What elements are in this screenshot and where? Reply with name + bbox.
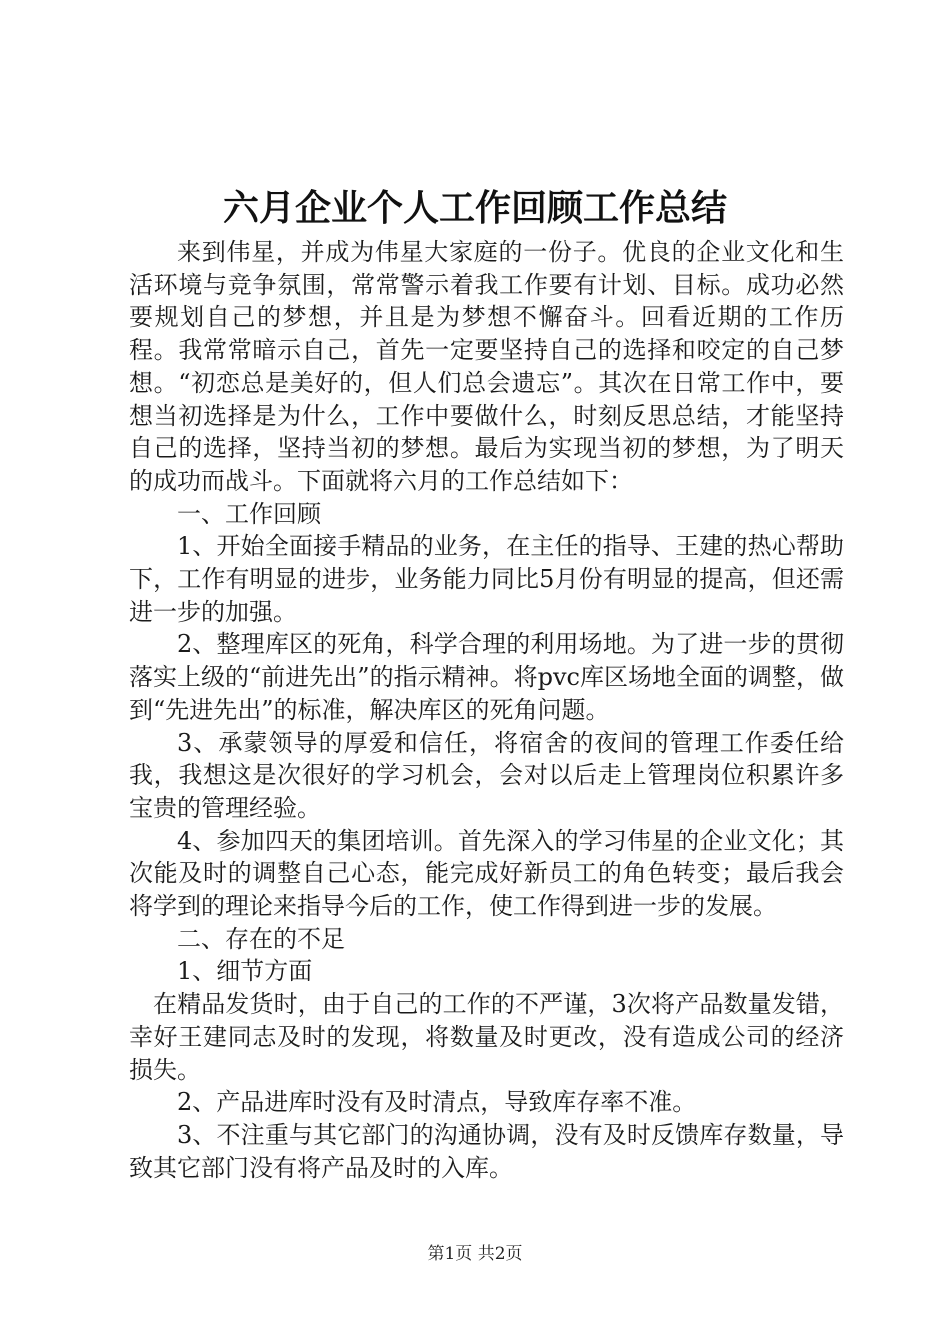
paragraph-review-item-3: 3、承蒙领导的厚爱和信任，将宿舍的夜间的管理工作委任给我，我想这是次很好的学习机会，会对以后走上管理岗位积累许多宝贵的管理经验。 bbox=[129, 728, 844, 822]
paragraph-details: 在精品发货时，由于自己的工作的不严谨，3次将产品数量发错，幸好王建同志及时的发现，将数量及时更改，没有造成公司的经济损失。 bbox=[129, 990, 844, 1084]
section-heading-shortcomings: 二、存在的不足 bbox=[177, 924, 345, 953]
section-heading-work-review: 一、工作回顾 bbox=[177, 499, 321, 528]
paragraph-review-item-2: 2、整理库区的死角，科学合理的利用场地。为了进一步的贯彻落实上级的“前进先出”的指示精神。将pvc库区场地全面的调整，做到“先进先出”的标准，解决库区的死角问题。 bbox=[129, 630, 844, 724]
paragraph-shortcoming-item-2: 2、产品进库时没有及时清点，导致库存率不准。 bbox=[177, 1088, 697, 1117]
document-title: 六月企业个人工作回顾工作总结 bbox=[222, 187, 727, 229]
paragraph-intro: 来到伟星，并成为伟星大家庭的一份子。优良的企业文化和生活环境与竞争氛围，常常警示着我工作要有计划、目标。成功必然要规划自己的梦想，并且是为梦想不懈奋斗。回看近期的工作历程。我常常暗示自己，首先一定要坚持自己的选择和咬定的自己梦想。“初恋总是美好的，但人们总会遗忘”。其次在日常工作中，要想当初选择是为什么，工作中要做什么，时刻反思总结，才能坚持自己的选择，坚持当初的梦想。最后为实现当初的梦想，为了明天的成功而战斗。下面就将六月的工作总结如下： bbox=[129, 238, 844, 495]
document-body bbox=[129, 236, 844, 1184]
paragraph-review-item-4: 4、参加四天的集团培训。首先深入的学习伟星的企业文化；其次能及时的调整自己心态，能完成好新员工的角色转变；最后我会将学到的理论来指导今后的工作，使工作得到进一步的发展。 bbox=[129, 826, 844, 921]
page-number-footer: 第1页 共2页 bbox=[427, 1244, 523, 1264]
paragraph-review-item-1: 1、开始全面接手精品的业务，在主任的指导、王建的热心帮助下，工作有明显的进步，业务能力同比5月份有明显的提高，但还需进一步的加强。 bbox=[129, 532, 844, 626]
subheading-details: 1、细节方面 bbox=[177, 957, 313, 986]
paragraph-shortcoming-item-3: 3、不注重与其它部门的沟通协调，没有及时反馈库存数量，导致其它部门没有将产品及时的入库。 bbox=[129, 1120, 844, 1182]
